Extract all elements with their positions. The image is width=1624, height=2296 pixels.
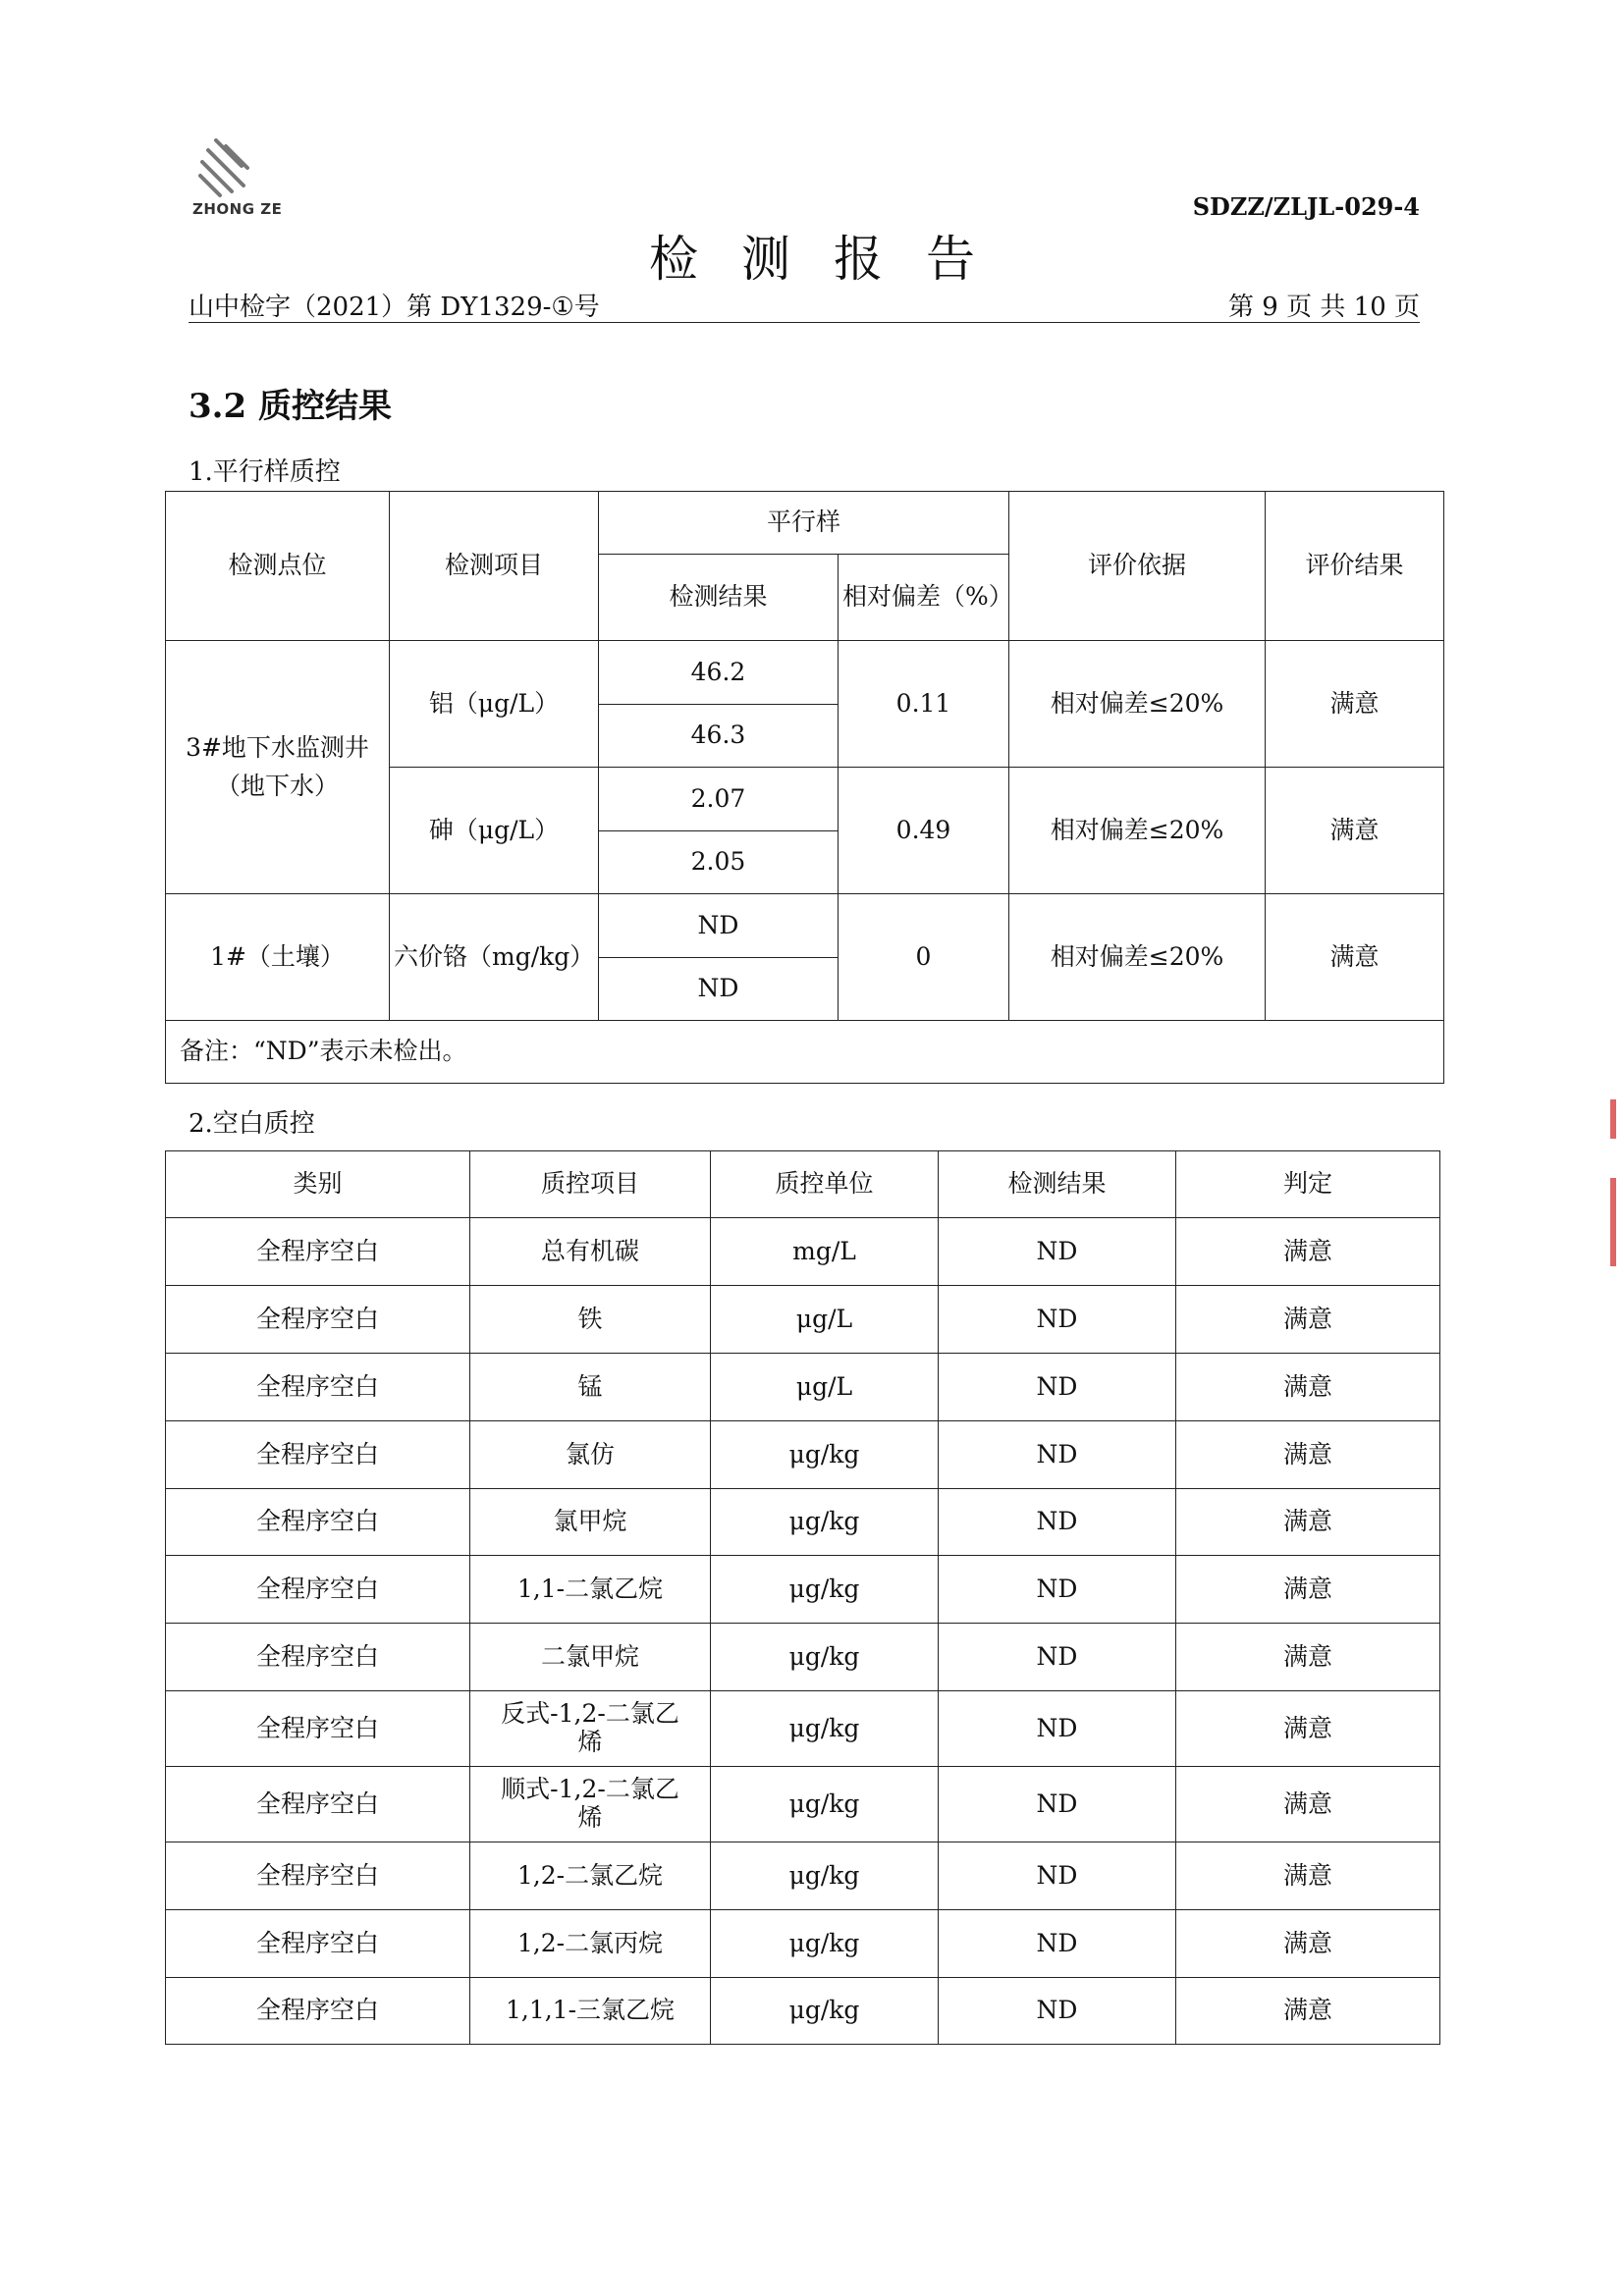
header-judgement: 判定: [1176, 1151, 1440, 1218]
unit-cell: μg/kg: [711, 1624, 939, 1691]
header-basis: 评价依据: [1009, 492, 1266, 641]
judgement-cell: 满意: [1176, 1910, 1440, 1978]
category-cell: 全程序空白: [166, 1624, 470, 1691]
document-title: 检测报告: [649, 231, 1018, 288]
result-cell: ND: [939, 1556, 1176, 1624]
item-hexavalent-chromium: 六价铬（mg/kg）: [390, 894, 599, 1021]
category-cell: 全程序空白: [166, 1218, 470, 1286]
result-cell: ND: [939, 1421, 1176, 1489]
qc-item-cell: 1,2-二氯丙烷: [470, 1910, 711, 1978]
evaluation-value: 满意: [1266, 894, 1444, 1021]
result-value: 46.2: [599, 641, 839, 705]
page-info: 第 9 页 共 10 页: [1228, 293, 1420, 322]
result-value: 2.05: [599, 831, 839, 894]
result-value: 2.07: [599, 768, 839, 831]
result-cell: ND: [939, 1691, 1176, 1767]
judgement-cell: 满意: [1176, 1624, 1440, 1691]
header-deviation: 相对偏差（%）: [839, 555, 1009, 641]
blank-qc-table: [165, 1150, 1440, 2045]
qc-item-cell: 铁: [470, 1286, 711, 1354]
unit-cell: μg/kg: [711, 1842, 939, 1910]
result-value: ND: [599, 958, 839, 1021]
table-row: [166, 1624, 1440, 1691]
qc-item-cell: 氯甲烷: [470, 1489, 711, 1556]
section-title: 3.2 质控结果: [189, 387, 392, 426]
qc-item-cell: 反式-1,2-二氯乙烯: [470, 1691, 711, 1767]
table-row: [166, 1767, 1440, 1842]
qc-item-cell: 总有机碳: [470, 1218, 711, 1286]
unit-cell: μg/kg: [711, 1910, 939, 1978]
result-cell: ND: [939, 1842, 1176, 1910]
unit-cell: μg/L: [711, 1286, 939, 1354]
judgement-cell: 满意: [1176, 1354, 1440, 1421]
judgement-cell: 满意: [1176, 1767, 1440, 1842]
category-cell: 全程序空白: [166, 1421, 470, 1489]
report-number: 山中检字（2021）第 DY1329-①号: [189, 293, 600, 322]
category-cell: 全程序空白: [166, 1691, 470, 1767]
table-row: [166, 1421, 1440, 1489]
deviation-value: 0.49: [839, 768, 1009, 894]
result-cell: ND: [939, 1978, 1176, 2045]
judgement-cell: 满意: [1176, 1286, 1440, 1354]
result-cell: ND: [939, 1767, 1176, 1842]
table-row: [166, 1354, 1440, 1421]
table-row: [166, 1218, 1440, 1286]
basis-value: 相对偏差≤20%: [1009, 768, 1266, 894]
header-qc-unit: 质控单位: [711, 1151, 939, 1218]
unit-cell: μg/kg: [711, 1691, 939, 1767]
qc-item-cell: 1,2-二氯乙烷: [470, 1842, 711, 1910]
parallel-qc-title: 1.平行样质控: [189, 457, 341, 487]
judgement-cell: 满意: [1176, 1978, 1440, 2045]
basis-value: 相对偏差≤20%: [1009, 894, 1266, 1021]
table-row: [166, 1691, 1440, 1767]
item-aluminum: 铝（μg/L）: [390, 641, 599, 768]
item-arsenic: 砷（μg/L）: [390, 768, 599, 894]
judgement-cell: 满意: [1176, 1421, 1440, 1489]
judgement-cell: 满意: [1176, 1489, 1440, 1556]
evaluation-value: 满意: [1266, 641, 1444, 768]
header-point: 检测点位: [166, 492, 390, 641]
judgement-cell: 满意: [1176, 1218, 1440, 1286]
result-cell: ND: [939, 1286, 1176, 1354]
category-cell: 全程序空白: [166, 1489, 470, 1556]
judgement-cell: 满意: [1176, 1556, 1440, 1624]
qc-item-cell: 二氯甲烷: [470, 1624, 711, 1691]
table-note: 备注：“ND”表示未检出。: [166, 1021, 1444, 1084]
qc-item-cell: 氯仿: [470, 1421, 711, 1489]
category-cell: 全程序空白: [166, 1354, 470, 1421]
unit-cell: mg/L: [711, 1218, 939, 1286]
judgement-cell: 满意: [1176, 1842, 1440, 1910]
table-row: [166, 1556, 1440, 1624]
basis-value: 相对偏差≤20%: [1009, 641, 1266, 768]
table-row: [166, 1842, 1440, 1910]
result-cell: ND: [939, 1218, 1176, 1286]
header-category: 类别: [166, 1151, 470, 1218]
unit-cell: μg/L: [711, 1354, 939, 1421]
deviation-value: 0: [839, 894, 1009, 1021]
result-cell: ND: [939, 1354, 1176, 1421]
unit-cell: μg/kg: [711, 1421, 939, 1489]
qc-item-cell: 锰: [470, 1354, 711, 1421]
table-row: [166, 1910, 1440, 1978]
point-groundwater: 3#地下水监测井（地下水）: [166, 641, 390, 894]
unit-cell: μg/kg: [711, 1978, 939, 2045]
result-cell: ND: [939, 1910, 1176, 1978]
header-parallel: 平行样: [599, 492, 1009, 555]
logo-text: ZHONG ZE: [192, 200, 283, 218]
parallel-qc-table: [165, 491, 1444, 1084]
result-cell: ND: [939, 1489, 1176, 1556]
category-cell: 全程序空白: [166, 1842, 470, 1910]
header-rule: [189, 322, 1420, 323]
document-code: SDZZ/ZLJL-029-4: [1192, 192, 1420, 221]
result-value: ND: [599, 894, 839, 958]
category-cell: 全程序空白: [166, 1286, 470, 1354]
category-cell: 全程序空白: [166, 1978, 470, 2045]
blank-qc-title: 2.空白质控: [189, 1109, 315, 1139]
header-qc-item: 质控项目: [470, 1151, 711, 1218]
category-cell: 全程序空白: [166, 1767, 470, 1842]
result-cell: ND: [939, 1624, 1176, 1691]
header-test-result: 检测结果: [939, 1151, 1176, 1218]
result-value: 46.3: [599, 705, 839, 768]
stamp-edge-mark: [1610, 1178, 1616, 1266]
table-row: [166, 1489, 1440, 1556]
header-item: 检测项目: [390, 492, 599, 641]
category-cell: 全程序空白: [166, 1556, 470, 1624]
unit-cell: μg/kg: [711, 1767, 939, 1842]
stamp-edge-mark: [1610, 1099, 1616, 1139]
deviation-value: 0.11: [839, 641, 1009, 768]
header-result: 检测结果: [599, 555, 839, 641]
qc-item-cell: 1,1-二氯乙烷: [470, 1556, 711, 1624]
judgement-cell: 满意: [1176, 1691, 1440, 1767]
category-cell: 全程序空白: [166, 1910, 470, 1978]
point-soil: 1#（土壤）: [166, 894, 390, 1021]
qc-item-cell: 1,1,1-三氯乙烷: [470, 1978, 711, 2045]
unit-cell: μg/kg: [711, 1489, 939, 1556]
table-row: [166, 1286, 1440, 1354]
evaluation-value: 满意: [1266, 768, 1444, 894]
table-row: [166, 1978, 1440, 2045]
qc-item-cell: 顺式-1,2-二氯乙烯: [470, 1767, 711, 1842]
header-evaluation: 评价结果: [1266, 492, 1444, 641]
unit-cell: μg/kg: [711, 1556, 939, 1624]
